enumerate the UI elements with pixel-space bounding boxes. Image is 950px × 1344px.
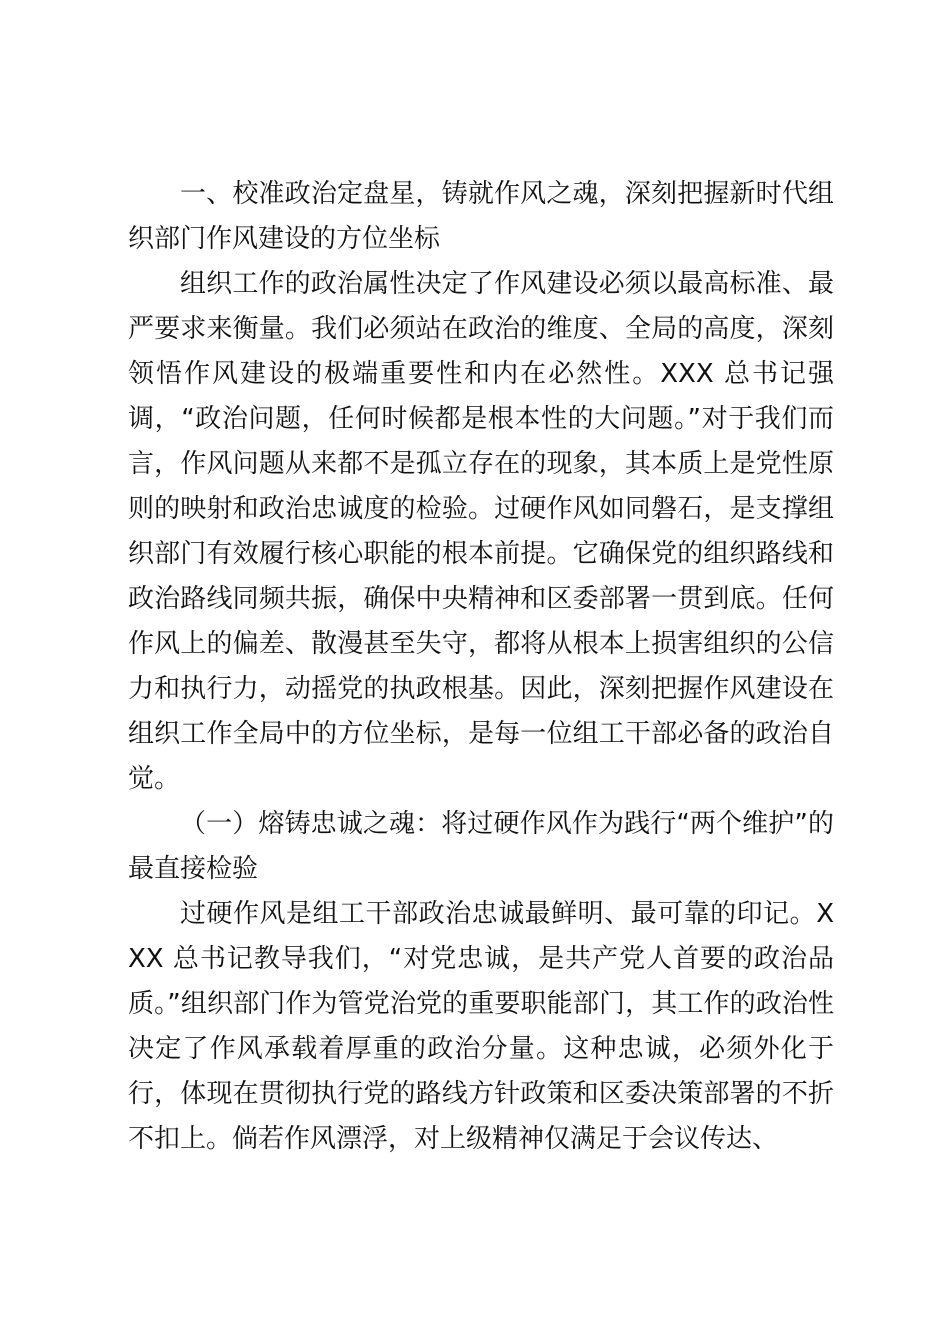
- paragraph-2: 过硬作风是组工干部政治忠诚最鲜明、最可靠的印记。XXX 总书记教导我们，“对党忠诚，是共产党人首要的政治品质。”组织部门作为管党治党的重要职能部门，其工作的政治性决定了作风承载着厚重的政治分量。这种忠诚，必须外化于行，体现在贯彻执行党的路线方针政策和区委决策部署的不折不扣上。倘若作风漂浮，对上级精神仅满足于会议传达、: [128, 899, 834, 1154]
- subsection-heading-1: （一）熔铸忠诚之魂：将过硬作风作为践行“两个维护”的最直接检验: [128, 809, 834, 884]
- document-body: [128, 172, 834, 1162]
- section-heading-1: 一、校准政治定盘星，铸就作风之魂，深刻把握新时代组织部门作风建设的方位坐标: [128, 179, 834, 254]
- paragraph-1: 组织工作的政治属性决定了作风建设必须以最高标准、最严要求来衡量。我们必须站在政治的维度、全局的高度，深刻领悟作风建设的极端重要性和内在必然性。XXX 总书记强调，“政治问题，任何时候都是根本性的大问题。”对于我们而言，作风问题从来都不是孤立存在的现象，其本质上是党性原则的映射和政治忠诚度的检验。过硬作风如同磐石，是支撑组织部门有效履行核心职能的根本前提。它确保党的组织路线和政治路线同频共振，确保中央精神和区委部署一贯到底。任何作风上的偏差、散漫甚至失守，都将从根本上损害组织的公信力和执行力，动摇党的执政根基。因此，深刻把握作风建设在组织工作全局中的方位坐标，是每一位组工干部必备的政治自觉。: [128, 269, 834, 794]
